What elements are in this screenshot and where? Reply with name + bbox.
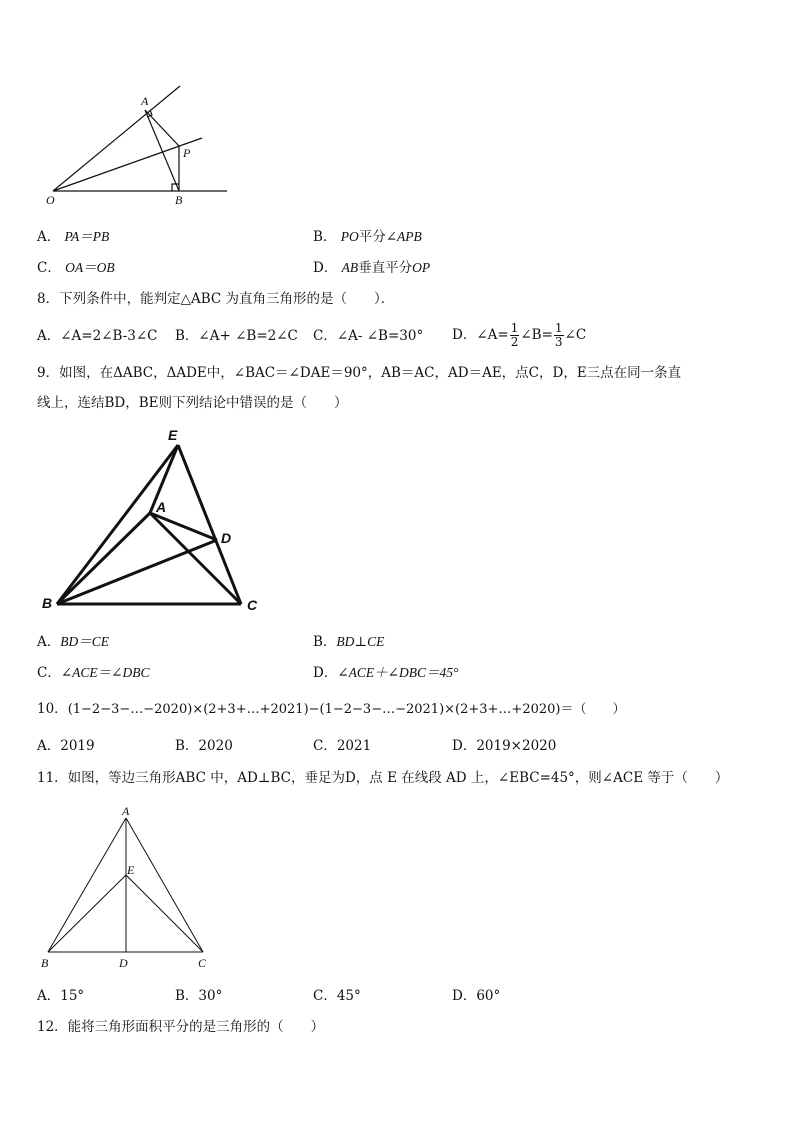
q7-option-a[interactable]: A． PA＝PB bbox=[37, 229, 110, 245]
label-A: A bbox=[122, 804, 130, 818]
fraction-one-half: $\frac{1}{2}$ bbox=[510, 321, 519, 349]
label-P: P bbox=[183, 146, 191, 160]
q11-stem: 11．如图，等边三角形ABC 中，AD⊥BC，垂足为D，点 E 在线段 AD 上，∠EBC=45°，则∠ACE 等于（ ） bbox=[37, 770, 729, 786]
q10-option-d[interactable]: D．2019×2020 bbox=[452, 738, 557, 754]
q11-option-a[interactable]: A．15° bbox=[37, 988, 85, 1004]
q11-option-c[interactable]: C．45° bbox=[313, 988, 361, 1004]
q9-option-a[interactable]: A．BD＝CE bbox=[37, 634, 109, 650]
figure-angle-bisector bbox=[40, 80, 240, 210]
q10-option-b[interactable]: B．2020 bbox=[175, 738, 233, 754]
label-E: E bbox=[127, 863, 135, 877]
label-D: D bbox=[119, 956, 128, 970]
figure-equilateral-q11 bbox=[35, 802, 220, 972]
q8-stem: 8．下列条件中，能判定△ABC 为直角三角形的是（ ）． bbox=[37, 291, 395, 307]
q12-stem: 12．能将三角形面积平分的是三角形的（ ） bbox=[37, 1019, 325, 1035]
q11-option-b[interactable]: B．30° bbox=[175, 988, 223, 1004]
q7-option-b[interactable]: B． PO平分∠APB bbox=[313, 229, 422, 245]
label-E: E bbox=[168, 427, 178, 443]
figure-triangles-q9 bbox=[40, 425, 280, 620]
q8-option-c[interactable]: C．∠A- ∠B=30° bbox=[313, 328, 424, 344]
label-D: D bbox=[221, 530, 232, 546]
label-C: C bbox=[198, 956, 207, 970]
q10-option-a[interactable]: A．2019 bbox=[37, 738, 95, 754]
label-A: A bbox=[156, 499, 167, 515]
q9-stem-line1: 9．如图，在ΔABC，ΔADE中，∠BAC＝∠DAE＝90°，AB＝AC，AD＝AE，点C，D，E三点在同一条直 bbox=[37, 365, 682, 381]
q10-stem: 10．(1−2−3−…−2020)×(2+3+…+2021)−(1−2−3−…−2021)×(2+3+…+2020)＝（ ） bbox=[37, 701, 626, 717]
q9-option-b[interactable]: B．BD⊥CE bbox=[313, 634, 385, 650]
fraction-one-third: $\frac{1}{3}$ bbox=[554, 321, 563, 349]
q9-stem-line2: 线上，连结BD，BE则下列结论中错误的是（ ） bbox=[37, 395, 348, 411]
q7-option-c[interactable]: C． OA＝OB bbox=[37, 260, 115, 276]
q11-option-d[interactable]: D．60° bbox=[452, 988, 501, 1004]
q8-option-b[interactable]: B．∠A+ ∠B=2∠C bbox=[175, 328, 298, 344]
label-O: O bbox=[46, 193, 55, 207]
label-B: B bbox=[42, 595, 53, 611]
q8-option-d[interactable]: D．∠A= $\frac{1}{2}$ ∠B= $\frac{1}{3}$ ∠C bbox=[452, 321, 587, 349]
q10-option-c[interactable]: C．2021 bbox=[313, 738, 372, 754]
q9-option-d[interactable]: D．∠ACE＋∠DBC＝45° bbox=[313, 665, 459, 681]
label-B: B bbox=[41, 956, 49, 970]
q8-option-a[interactable]: A．∠A=2∠B-3∠C bbox=[37, 328, 158, 344]
q9-option-c[interactable]: C．∠ACE＝∠DBC bbox=[37, 665, 150, 681]
q7-option-d[interactable]: D． AB垂直平分OP bbox=[313, 260, 431, 276]
label-B: B bbox=[175, 193, 183, 207]
label-A: A bbox=[141, 94, 149, 108]
label-C: C bbox=[247, 597, 258, 613]
